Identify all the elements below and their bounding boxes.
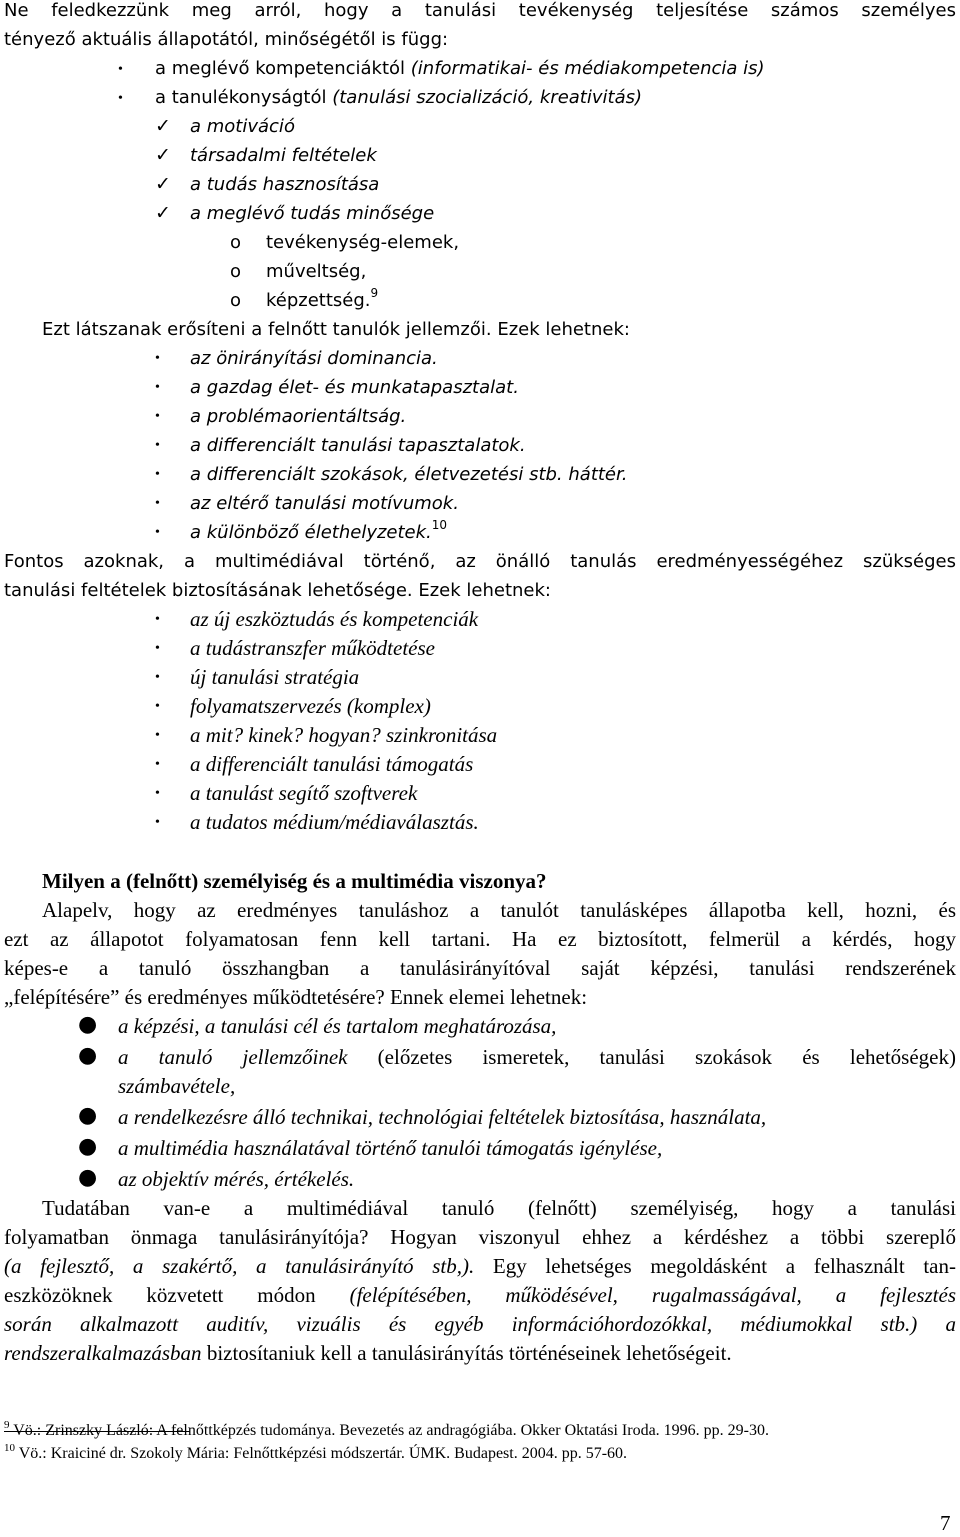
bullet-icon: • (155, 670, 160, 685)
adult-trait-2: a gazdag élet- és munkatapasztalat. (190, 377, 519, 398)
para1-line-1: Alapelv, hogy az eredményes tanuláshoz a tanulót tanulásképes állapotba kell, hozni, és (42, 898, 956, 922)
bullet-icon: • (155, 409, 160, 424)
bullet-icon: • (155, 815, 160, 830)
multimedia-para-line-2: tanulási feltételek biztosításának lehetősége. Ezek lehetnek: (4, 580, 551, 601)
element-1: a képzési, a tanulási cél és tartalom meghatározása, (118, 1014, 557, 1038)
bullet-icon: • (118, 62, 123, 77)
bullet-icon: • (155, 728, 160, 743)
element-5: az objektív mérés, értékelés. (118, 1167, 355, 1191)
multimedia-para-line-1: Fontos azoknak, a multimédiával történő, az önálló tanulás eredményességéhez szükséges (4, 551, 956, 572)
element-3: a rendelkezésre álló technikai, technológiai feltételek biztosítása, használata, (118, 1105, 767, 1129)
dot-bullet-icon: ● (78, 1134, 98, 1159)
factor-2: a tanulékonyságtól (tanulási szocializáció, kreativitás) (155, 87, 643, 108)
section-heading: Milyen a (felnőtt) személyiség és a multimédia viszonya? (42, 869, 547, 893)
bullet-icon: • (155, 351, 160, 366)
bullet-icon: • (118, 91, 123, 106)
bullet-icon: • (155, 467, 160, 482)
para2-line-1: Tudatában van-e a multimédiával tanuló (felnőtt) személyiség, hogy a tanulási (42, 1196, 956, 1220)
dot-bullet-icon: ● (78, 1043, 98, 1068)
adult-trait-3: a problémaorientáltság. (190, 406, 407, 427)
footnote-ref-10[interactable]: 10 (431, 518, 448, 532)
condition-1: az új eszköztudás és kompetenciák (190, 607, 479, 631)
circle-marker-icon: o (230, 261, 242, 282)
element-4: a multimédia használatával történő tanulói támogatás igénylése, (118, 1136, 663, 1160)
para1-line-3: képes-e a tanuló összhangban a tanulásirányítóval saját képzési, tanulási rendszerének (4, 956, 956, 980)
check-item-4: a meglévő tudás minősége (190, 203, 435, 224)
circle-marker-icon: o (230, 290, 242, 311)
para2-line-6: rendszeralkalmazásban biztosítaniuk kell a tanulásirányítás történéseinek lehetőségeit. (4, 1341, 732, 1365)
condition-2: a tudástranszfer működtetése (190, 636, 435, 660)
para2-line-2: folyamatban önmaga tanulásirányítója? Hogyan viszonyul ehhez a kérdéshez a többi szereplő (4, 1225, 956, 1249)
intro-line-1: Ne feledkezzünk meg arról, hogy a tanulási tevékenység teljesítése számos személyes (4, 0, 956, 21)
check-item-2: társadalmi feltételek (190, 145, 377, 166)
subitem-1: tevékenység-elemek, (266, 232, 460, 253)
intro-line-2: tényező aktuális állapotától, minőségétől is függ: (4, 29, 449, 50)
para1-line-2: ezt az állapotot folyamatosan fenn kell tartani. Ha ez biztosított, felmerül a kérdés, hogy (4, 927, 956, 951)
para1-line-4: „felépítésére” és eredményes működtetésére? Ennek elemei lehetnek: (4, 985, 588, 1009)
footnote-10: $^{10}$ Vö.: Kraiciné dr. Szokoly Mária: Felnőttképzési módszertár. ÚMK. Budapest. 2004. pp. 57-60. (4, 1442, 628, 1462)
element-2: a tanuló jellemzőinek (előzetes ismeretek, tanulási szokások és lehetőségek) (118, 1045, 956, 1069)
check-icon: ✓ (155, 144, 171, 166)
bullet-icon: • (155, 438, 160, 453)
footnote-ref-9[interactable]: 9 (370, 286, 379, 300)
page-number: 7 (940, 1511, 951, 1535)
condition-8: a tudatos médium/médiaválasztás. (190, 810, 479, 834)
footnote-9: $^9$ Vö.: Zrinszky László: A felnőttképzés tudománya. Bevezetés az andragógiába. Okker Oktatási Iroda. 1996. pp. 29-30. (4, 1419, 769, 1439)
check-icon: ✓ (155, 173, 171, 195)
adult-trait-4: a differenciált tanulási tapasztalatok. (190, 435, 526, 456)
para2-line-5: során alkalmazott auditív, vizuális és egyéb információhordozókkal, médiumokkal stb.) a (4, 1312, 956, 1336)
bullet-icon: • (155, 786, 160, 801)
check-item-3: a tudás hasznosítása (190, 174, 380, 195)
adult-trait-6: az eltérő tanulási motívumok. (190, 493, 459, 514)
para2-line-3: (a fejlesztő, a szakértő, a tanulásirányító stb,). Egy lehetséges megoldásként a felhasznált tan- (4, 1254, 956, 1278)
check-item-1: a motiváció (190, 116, 295, 137)
bullet-icon: • (155, 641, 160, 656)
bullet-icon: • (155, 757, 160, 772)
circle-marker-icon: o (230, 232, 242, 253)
adult-intro: Ezt látszanak erősíteni a felnőtt tanulók jellemzői. Ezek lehetnek: (42, 319, 630, 340)
condition-6: a differenciált tanulási támogatás (190, 752, 474, 776)
para2-line-4: eszközöknek közvetett módon (felépítésében, működésével, rugalmasságával, a fejlesztés (4, 1283, 956, 1307)
check-icon: ✓ (155, 202, 171, 224)
bullet-icon: • (155, 525, 160, 540)
dot-bullet-icon: ● (78, 1165, 98, 1190)
adult-trait-7: a különböző élethelyzetek.$^{10}$ (190, 518, 448, 543)
element-2-cont: számbavétele, (118, 1074, 236, 1098)
bullet-icon: • (155, 612, 160, 627)
adult-trait-1: az önirányítási dominancia. (190, 348, 438, 369)
dot-bullet-icon: ● (78, 1012, 98, 1037)
bullet-icon: • (155, 496, 160, 511)
condition-7: a tanulást segítő szoftverek (190, 781, 418, 805)
subitem-2: műveltség, (266, 261, 367, 282)
bullet-icon: • (155, 699, 160, 714)
check-icon: ✓ (155, 115, 171, 137)
bullet-icon: • (155, 380, 160, 395)
condition-4: folyamatszervezés (komplex) (190, 694, 431, 718)
condition-3: új tanulási stratégia (190, 665, 360, 689)
condition-5: a mit? kinek? hogyan? szinkronitása (190, 723, 498, 747)
factor-1: a meglévő kompetenciáktól (informatikai- és médiakompetencia is) (155, 58, 765, 79)
adult-trait-5: a differenciált szokások, életvezetési stb. háttér. (190, 464, 628, 485)
subitem-3: képzettség.$^9$ (266, 286, 379, 311)
dot-bullet-icon: ● (78, 1103, 98, 1128)
